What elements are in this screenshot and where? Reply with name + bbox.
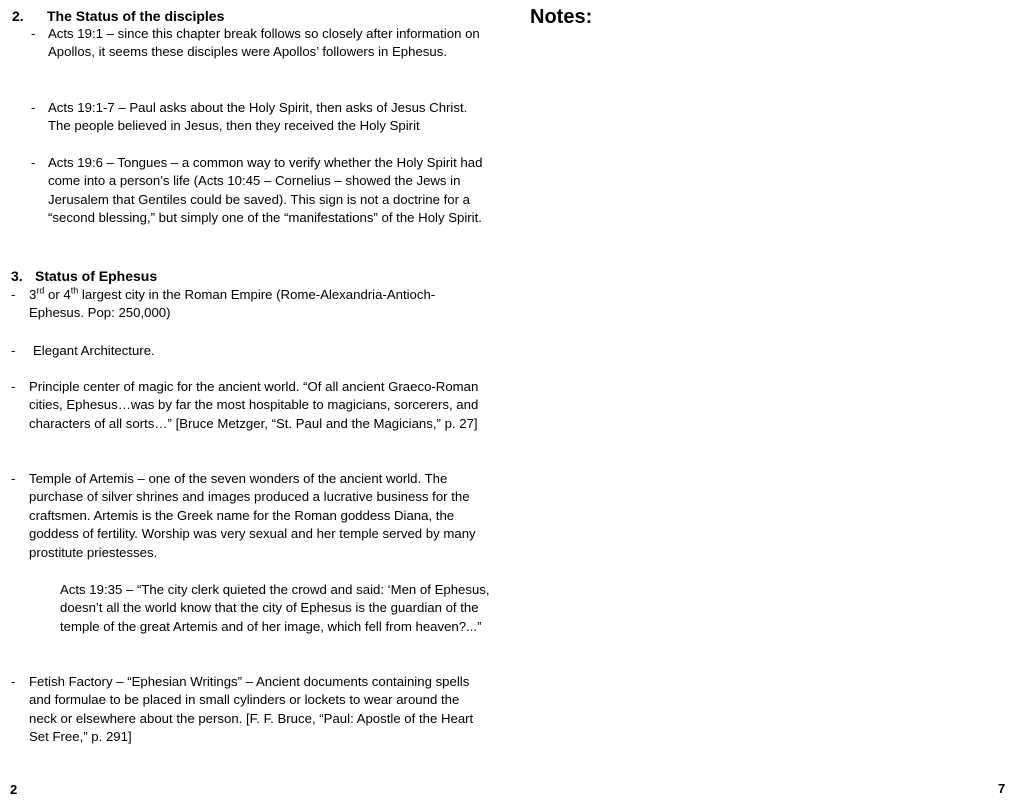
item-text: Elegant Architecture. bbox=[33, 343, 155, 358]
section-3-title: Status of Ephesus bbox=[35, 268, 158, 284]
bullet-dash: - bbox=[31, 155, 36, 170]
bullet-dash: - bbox=[11, 379, 16, 394]
block-quote: Acts 19:35 – “The city clerk quieted the crowd and said: ‘Men of Ephesus, doesn’t all the world know that the city of Ephesus is the guardian of the temple of the great Artemis and of her image, which fell from heaven?...” bbox=[60, 582, 490, 634]
bullet-dash: - bbox=[11, 287, 16, 302]
section-3-number: 3. bbox=[11, 268, 23, 284]
item-text: 3rd or 4th largest city in the Roman Empire (Rome-Alexandria-Antioch-Ephesus. Pop: 250,000) bbox=[29, 285, 436, 321]
bullet-dash: - bbox=[31, 26, 36, 41]
bullet-dash: - bbox=[31, 100, 36, 115]
notes-title: Notes: bbox=[530, 6, 593, 28]
page-number-left: 2 bbox=[10, 782, 18, 797]
item-text: Acts 19:1 – since this chapter break follows so closely after information on Apollos, it seems these disciples were Apollos’ followers in Ephesus. bbox=[48, 26, 480, 60]
bullet-dash: - bbox=[11, 674, 16, 689]
right-page bbox=[512, 0, 1024, 803]
bullet-dash: - bbox=[11, 343, 16, 358]
item-text: Principle center of magic for the ancient world. “Of all ancient Graeco-Roman cities, Ephesus…was by far the most hospitable to magicians, sorcerers, and characters of all sorts…” [Bruce Metzger, “St. Paul and the Magicians,” p. 27] bbox=[29, 379, 479, 431]
item-text: Acts 19:1-7 – Paul asks about the Holy Spirit, then asks of Jesus Christ. The people believed in Jesus, then they received the Holy Spirit bbox=[48, 100, 468, 134]
item-text: Acts 19:6 – Tongues – a common way to verify whether the Holy Spirit had come into a person’s life (Acts 10:45 – Cornelius – showed the Jews in Jerusalem that Gentiles could be saved). This sign is not a doctrine for a “second blessing,” but simply one of the “manifestations” of the Holy Spirit. bbox=[48, 155, 483, 226]
section-2-title: The Status of the disciples bbox=[47, 8, 225, 24]
page-number-right: 7 bbox=[998, 781, 1006, 796]
item-text: Temple of Artemis – one of the seven wonders of the ancient world. The purchase of silver shrines and images produced a lucrative business for the craftsmen. Artemis is the Greek name for the Roman goddess Diana, the goddess of fertility. Worship was very sexual and her temple served by many prostitute priestesses. bbox=[29, 471, 476, 560]
section-2-number: 2. bbox=[12, 8, 24, 24]
bullet-dash: - bbox=[11, 471, 16, 486]
item-text: Fetish Factory – “Ephesian Writings” – Ancient documents containing spells and formulae to be placed in small cylinders or lockets to wear around the neck or elsewhere about the person. [F. F. Bruce, “Paul: Apostle of the Heart Set Free,” p. 291] bbox=[29, 674, 474, 745]
